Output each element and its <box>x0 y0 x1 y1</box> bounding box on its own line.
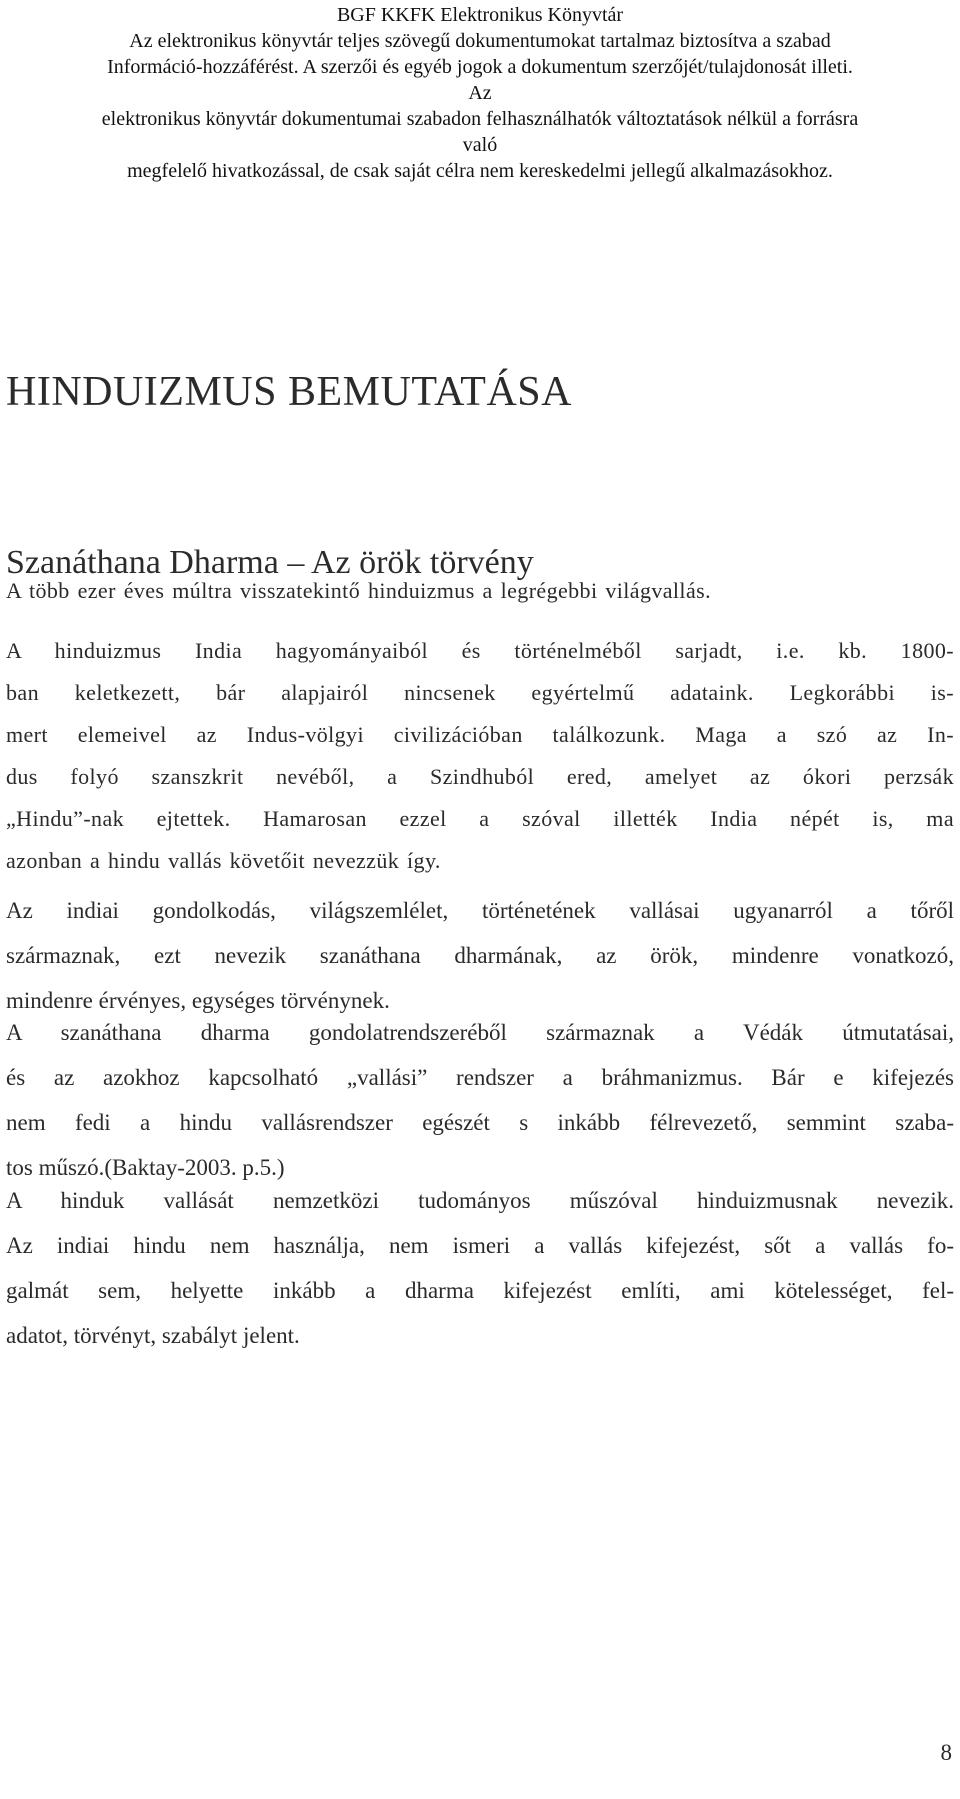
paragraph-intro <box>6 570 954 612</box>
header-line: Az elektronikus könyvtár teljes szövegű dokumentumokat tartalmaz biztosítva a szabad <box>129 30 831 52</box>
header-line: Az <box>468 82 492 104</box>
paragraph-line: „Hindu”-nak ejtettek. Hamarosan ezzel a szóval illették India népét is, ma <box>6 806 954 831</box>
paragraph-line: galmát sem, helyette inkább a dharma kifejezést említi, ami kötelességet, fel- <box>6 1278 954 1303</box>
document-title: HINDUIZMUS BEMUTATÁSA <box>6 369 572 415</box>
library-notice-header <box>0 2 960 184</box>
paragraph-line: nem fedi a hindu vallásrendszer egészét s inkább félrevezető, semmint szaba- <box>6 1110 954 1135</box>
paragraph-line: Az indiai hindu nem használja, nem ismeri a vallás kifejezést, sőt a vallás fo- <box>6 1233 954 1258</box>
paragraph-line: azonban a hindu vallás követőit nevezzük így. <box>6 848 441 873</box>
paragraph-dharma <box>6 888 954 1023</box>
paragraph-line: tos műszó.(Baktay-2003. p.5.) <box>6 1155 285 1180</box>
paragraph-line: ban keletkezett, bár alapjairól nincsenek egyértelmű adataink. Legkorábbi is- <box>6 680 954 705</box>
paragraph-line: és az azokhoz kapcsolható „vallási” rendszer a bráhmanizmus. Bár e kifejezés <box>6 1065 954 1090</box>
paragraph-line: A több ezer éves múltra visszatekintő hinduizmus a legrégebbi világvallás. <box>6 578 711 603</box>
header-line: való <box>462 134 498 156</box>
paragraph-line: Az indiai gondolkodás, világszemlélet, történetének vallásai ugyanarról a tőről <box>6 898 954 923</box>
paragraph-origin <box>6 630 954 882</box>
paragraph-line: A hinduizmus India hagyományaiból és történelméből sarjadt, i.e. kb. 1800- <box>6 638 954 663</box>
paragraph-line: adatot, törvényt, szabályt jelent. <box>6 1323 300 1348</box>
paragraph-terminology <box>6 1178 954 1358</box>
paragraph-line: mindenre érvényes, egységes törvénynek. <box>6 988 390 1013</box>
paragraph-line: A hinduk vallását nemzetközi tudományos műszóval hinduizmusnak nevezik. <box>6 1188 954 1213</box>
paragraph-line: mert elemeivel az Indus-völgyi civilizációban találkozunk. Maga a szó az In- <box>6 722 954 747</box>
header-line: Információ-hozzáférést. A szerzői és egyéb jogok a dokumentum szerzőjét/tulajdonosát illeti. <box>107 56 853 78</box>
paragraph-vedas <box>6 1010 954 1190</box>
paragraph-line: dus folyó szanszkrit nevéből, a Szindhuból ered, amelyet az ókori perzsák <box>6 764 954 789</box>
header-line: elektronikus könyvtár dokumentumai szabadon felhasználhatók változtatások nélkül a forrásra <box>101 108 859 130</box>
header-line: megfelelő hivatkozással, de csak saját célra nem kereskedelmi jellegű alkalmazásokhoz. <box>127 160 833 182</box>
paragraph-line: származnak, ezt nevezik szanáthana dharmának, az örök, mindenre vonatkozó, <box>6 943 954 968</box>
document-subtitle: Szanáthana Dharma – Az örök törvény <box>6 544 534 581</box>
page-number: 8 <box>940 1740 952 1765</box>
header-line: BGF KKFK Elektronikus Könyvtár <box>336 4 624 26</box>
paragraph-line: A szanáthana dharma gondolatrendszeréből származnak a Védák útmutatásai, <box>6 1020 954 1045</box>
